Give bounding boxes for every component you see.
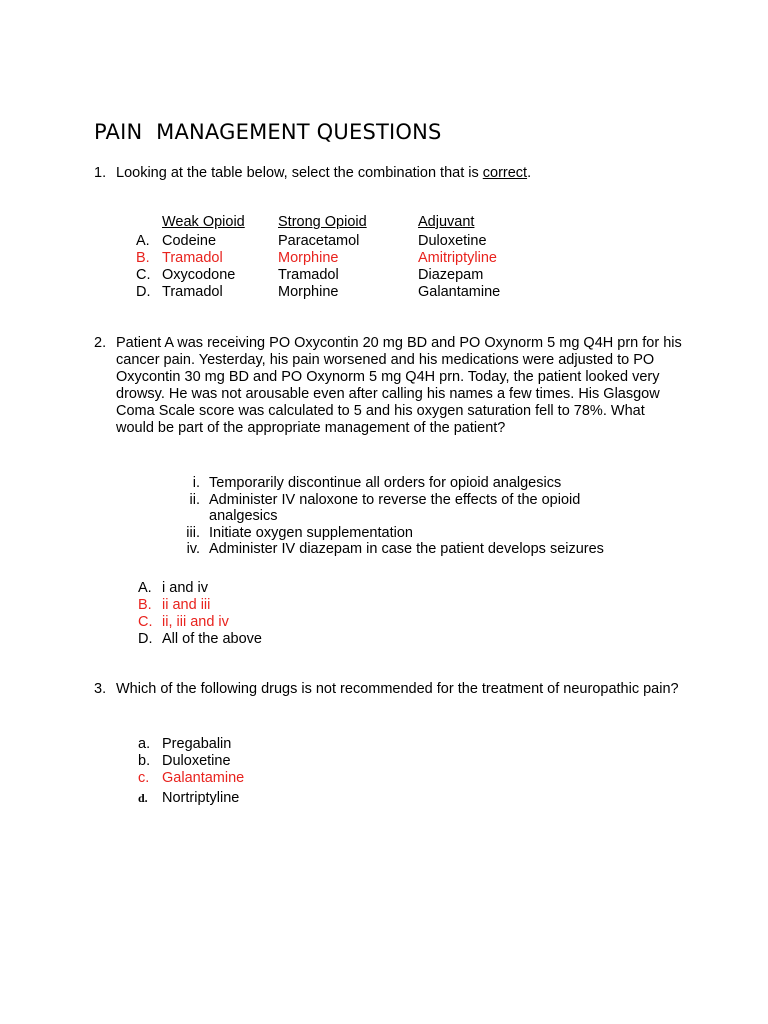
list-item: iii. Initiate oxygen supplementation — [186, 524, 413, 541]
option-item: a. Pregabalin — [138, 736, 232, 752]
option-item-answer: B. ii and iii — [138, 597, 211, 613]
question-text: Looking at the table below, select the combination that is correct. — [116, 165, 532, 181]
option-item: d. Nortriptyline — [138, 790, 240, 806]
option-item: b. Duloxetine — [138, 753, 231, 769]
q3-options — [138, 736, 244, 807]
q2-options — [138, 580, 262, 648]
statement-list — [150, 475, 650, 558]
question-1 — [94, 165, 694, 182]
table-row: D. Tramadol Morphine Galantamine — [136, 284, 501, 300]
header-adjuvant: Adjuvant — [418, 214, 475, 230]
question-number: 3. — [94, 681, 107, 697]
header-strong-opioid: Strong Opioid — [278, 214, 367, 230]
question-text: Which of the following drugs is not recommended for the treatment of neuropathic pain? — [116, 681, 679, 697]
question-2 — [94, 335, 684, 437]
drug-table — [136, 214, 500, 301]
table-header-row — [136, 214, 500, 233]
table-row: A. Codeine Paracetamol Duloxetine — [136, 233, 487, 249]
question-text: Patient A was receiving PO Oxycontin 20 mg BD and PO Oxynorm 5 mg Q4H prn for his cancer pain. Yesterday, his pain worsened and his medications were adjusted to PO Oxycontin 30 mg BD and PO Oxynorm 5 mg Q4H prn. Today, the patient looked very drowsy. He was not arousable even after calling his names a few times. His Glasgow Coma Scale score was calculated to 5 and his oxygen saturation fell to 78%. What would be part of the appropriate management of the patient? — [116, 335, 682, 436]
page-title: PAIN MANAGEMENT QUESTIONS — [94, 120, 442, 144]
list-item: iv. Administer IV diazepam in case the patient develops seizures — [186, 541, 604, 557]
option-item-answer: c. Galantamine — [138, 770, 245, 786]
list-item: ii. Administer IV naloxone to reverse the effects of the opioid analgesics — [189, 491, 581, 524]
question-number: 1. — [94, 165, 107, 181]
emphasis-correct: correct — [482, 165, 528, 181]
question-3 — [94, 681, 694, 698]
table-row: C. Oxycodone Tramadol Diazepam — [136, 267, 484, 283]
option-item: A. i and iv — [138, 580, 208, 596]
list-item: i. Temporarily discontinue all orders for opioid analgesics — [192, 475, 562, 491]
option-item-answer: C. ii, iii and iv — [138, 614, 229, 630]
header-weak-opioid: Weak Opioid — [162, 214, 245, 230]
option-item: D. All of the above — [138, 631, 262, 647]
table-row-answer: B. Tramadol Morphine Amitriptyline — [136, 250, 497, 266]
question-number: 2. — [94, 335, 107, 351]
